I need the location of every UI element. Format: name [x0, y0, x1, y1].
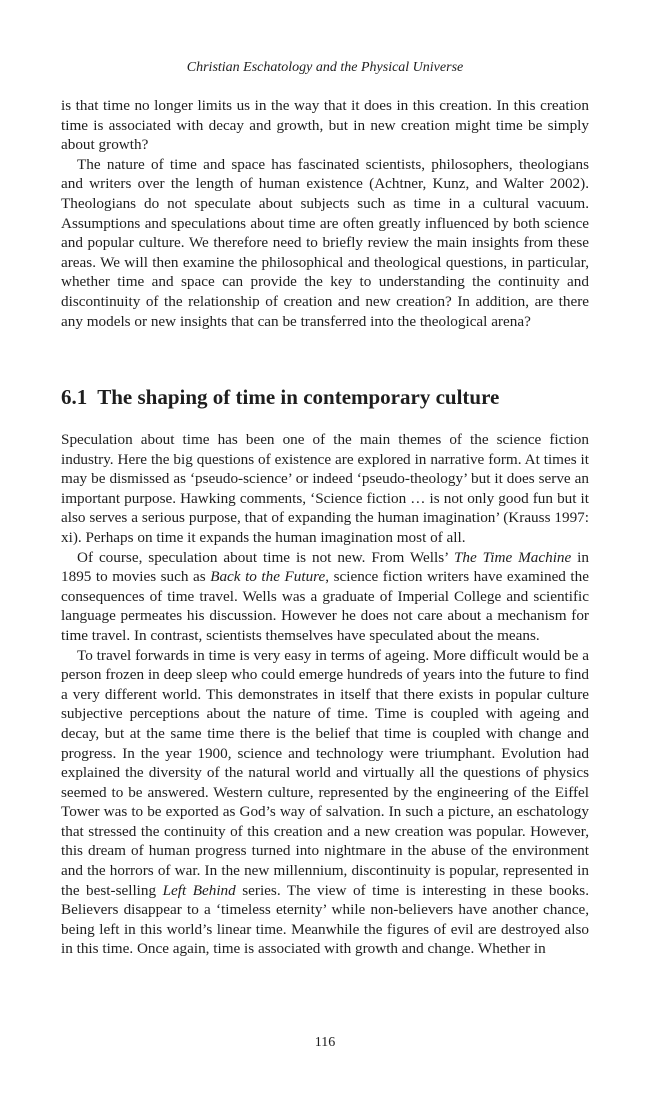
running-head: Christian Eschatology and the Physical Universe — [186, 60, 464, 75]
movie-title-back-to-the-future: Back to the Future — [210, 568, 326, 586]
body-paragraph-2-text-c: , science fiction writers have examined the consequences of time travel. Wells was a graduate of Imperial College and scientific language permeates his discussion. However he does not care about a mechanism for time travel. In contrast, scientists themselves have speculated about the means. — [61, 568, 589, 644]
section-heading — [61, 383, 589, 411]
page-number: 116 — [314, 1035, 336, 1050]
body-paragraph-3-text-b: series. The view of time is interesting in these books. Believers disappear to a ‘timeless eternity’ while non-believers have another chance, being left in this world’s linear time. Meanwhile the figures of evil are destroyed also in this time. Once again, time is associated with growth and change. Whether in — [61, 881, 589, 958]
section-number: 6.1 — [61, 385, 88, 409]
section-title: The shaping of time in contemporary culture — [97, 385, 500, 409]
body-paragraph-2-text-a: Of course, speculation about time is not new. From Wells’ — [77, 548, 454, 566]
body-paragraph-3-text-a: To travel forwards in time is very easy in terms of ageing. More difficult would be a person frozen in deep sleep who could emerge hundreds of years into the future to find a very different world. This demonstrates in itself that there exists in popular culture subjective perceptions about the nature of time. Time is coupled with ageing and decay, but at the same time there is the belief that time is coupled with change and progress. In the year 1900, science and technology were triumphant. Evolution had explained the diversity of the natural world and virtually all the questions of physics seemed to be answered. Western culture, represented by the engineering of the Eiffel Tower was to be exported as God’s way of salvation. In such a picture, an eschatology that stressed the continuity of this creation and a new creation was popular. However, this dream of human progress turned into nightmare in the abuse of the environment and the horrors of war. In the new millennium, discontinuity is popular, represented in the best-selling — [61, 646, 589, 899]
body-paragraph-2 — [61, 548, 589, 646]
intro-paragraph-1: is that time no longer limits us in the way that it does in this creation. In this creation time is associated with decay and growth, but in new creation might time be simply about growth? — [61, 97, 589, 154]
book-title-left-behind: Left Behind — [162, 881, 236, 899]
book-title-time-machine: The Time Machine — [453, 548, 572, 566]
body-paragraph-1: Speculation about time has been one of the main themes of the science fiction industry. Here the big questions of existence are explored in narrative form. At times it may be dismissed as ‘pseudo-science’ or indeed ‘pseudo-theology’ but it does serve an important purpose. Hawking comments, ‘Science fiction … is not only good fun but it also serves a serious purpose, that of expanding the human imagination’ (Krauss 1997: xi). Perhaps on time it expands the human imagination most of all. — [61, 431, 589, 546]
body-paragraph-2-text-b: in 1895 to movies such as — [61, 548, 589, 586]
body-paragraph-3 — [61, 646, 589, 960]
body-block — [61, 430, 589, 959]
intro-paragraph-2: The nature of time and space has fascinated scientists, philosophers, theologians and writers over the length of human existence (Achtner, Kunz, and Walter 2002). Theologians do not speculate about subjects such as time in a cultural vacuum. Assumptions and speculations about time are often greatly influenced by both science and popular culture. We therefore need to briefly review the main insights from these areas. We will then examine the philosophical and theological questions, in particular, whether time and space can provide the key to understanding the continuity and discontinuity of the relationship of creation and new creation? In addition, are there any models or new insights that can be transferred into the theological arena? — [61, 155, 589, 330]
intro-block — [61, 96, 589, 331]
